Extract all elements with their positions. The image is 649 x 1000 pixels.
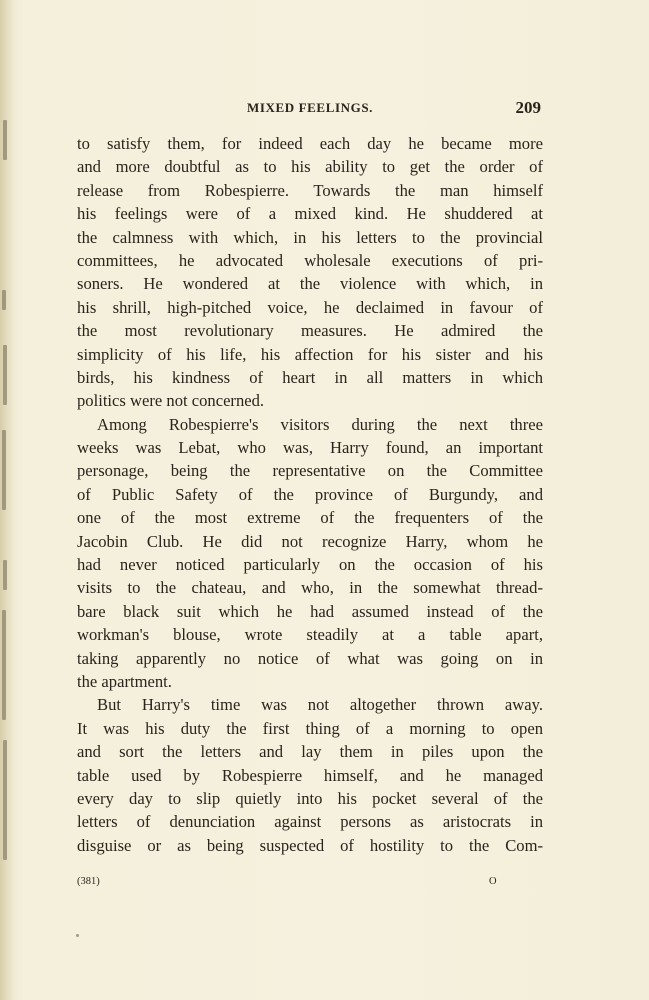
- text-line: Jacobin Club. He did not recognize Harry, whom he: [77, 531, 543, 551]
- gutter-mark: [2, 430, 6, 510]
- page-header: [77, 98, 543, 120]
- text-line: birds, his kindness of heart in all matters in which: [77, 367, 543, 387]
- text-line: the most revolutionary measures. He admired the: [77, 321, 543, 341]
- text-line: to satisfy them, for indeed each day he became more: [77, 134, 543, 153]
- text-line: weeks was Lebat, who was, Harry found, an important: [77, 438, 543, 458]
- text-line: workman's blouse, wrote steadily at a table apart,: [77, 625, 543, 645]
- text-line: his shrill, high-pitched voice, he declaimed in favour of: [77, 297, 543, 317]
- text-line: and more doubtful as to his ability to get the order of: [77, 157, 543, 177]
- text-line: the calmness with which, in his letters to the provincial: [77, 227, 543, 247]
- text-line: But Harry's time was not altogether thrown away.: [97, 695, 543, 715]
- text-line: personage, being the representative on the Committee: [77, 461, 543, 481]
- text-line: the apartment.: [77, 671, 172, 691]
- text-line: visits to the chateau, and who, in the somewhat thread-: [77, 578, 543, 598]
- text-line: his feelings were of a mixed kind. He shuddered at: [77, 204, 543, 224]
- gutter-mark: [3, 345, 7, 405]
- text-line: simplicity of his life, his affection for his sister and his: [77, 344, 543, 364]
- paper-speck: [76, 934, 79, 937]
- text-line: politics were not concerned.: [77, 391, 265, 411]
- gutter-mark: [3, 560, 7, 590]
- text-line: taking apparently no notice of what was going on in: [77, 648, 543, 668]
- signature-letter: O: [489, 876, 497, 887]
- text-line: release from Robespierre. Towards the man himself: [77, 180, 543, 200]
- text-line: disguise or as being suspected of hostility to the Com-: [77, 835, 543, 855]
- text-line: letters of denunciation against persons as aristocrats in: [77, 812, 543, 832]
- text-line: every day to slip quietly into his pocket several of the: [77, 788, 543, 808]
- text-line: table used by Robespierre himself, and he managed: [77, 765, 543, 785]
- text-line: committees, he advocated wholesale executions of pri-: [77, 250, 543, 270]
- text-line: Among Robespierre's visitors during the next three: [97, 414, 543, 434]
- text-line: had never noticed particularly on the occasion of his: [77, 555, 543, 575]
- text-line: one of the most extreme of the frequenters of the: [77, 508, 543, 528]
- text-line: of Public Safety of the province of Burgundy, and: [77, 484, 543, 504]
- body-text: [77, 132, 543, 857]
- gutter-mark: [2, 290, 6, 310]
- gutter-mark: [2, 610, 6, 720]
- text-line: and sort the letters and lay them in piles upon the: [77, 742, 543, 762]
- gutter-mark: [3, 120, 7, 160]
- text-line: bare black suit which he had assumed instead of the: [77, 601, 543, 621]
- page-number: 209: [515, 98, 541, 117]
- running-title: MIXED FEELINGS.: [246, 100, 374, 115]
- signature-mark: (381): [77, 876, 100, 887]
- text-line: It was his duty the first thing of a morning to open: [77, 718, 543, 738]
- text-line: soners. He wondered at the violence with which, in: [77, 274, 543, 294]
- gutter-mark: [3, 740, 7, 860]
- signature-row: [77, 876, 543, 890]
